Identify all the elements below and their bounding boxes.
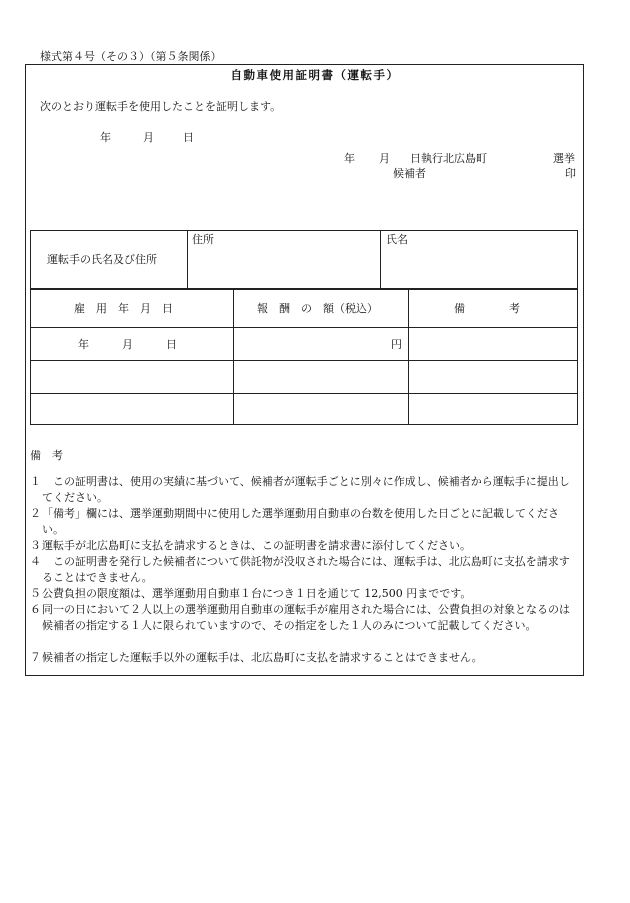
candidate-label: 候補者 [393,167,426,180]
certificate-date [100,132,194,143]
note-number: ３ [30,539,41,552]
election-year: 年 [344,152,355,165]
note-text: 運転手が北広島町に支払を請求するときは、この証明書を請求書に添付してください。 [42,539,471,552]
note-item [30,474,580,506]
driver-row-label: 運転手の氏名及び住所 [47,253,157,266]
note-number: １ [30,475,41,488]
header-remarks: 備 考 [454,302,520,315]
note-text: 公費負担の限度額は、選挙運動用自動車１台につき１日を通じて 12,500 円までです。 [42,587,472,600]
header-remuneration: 報 酬 の 額（税込） [257,302,378,315]
election-date-place: 日執行北広島町 [410,152,487,165]
note-text: この証明書は、使用の実績に基づいて、候補者が運転手ごとに別々に作成し、候補者から運転手に提出してください。 [42,475,570,504]
date-year: 年 [100,131,111,144]
note-number: ６ [30,603,41,616]
note-text: 同一の日において２人以上の選挙運動用自動車の運転手が雇用された場合には、公費負担の対象となるのは候補者の指定する１人に限られていますので、その指定をした１人のみについて記載してください。 [42,603,570,632]
note-text: この証明書を発行した候補者について供託物が没収された場合には、運転手は、北広島町に支払を請求することはできません。 [42,555,570,584]
note-item [30,506,580,538]
election-suffix: 選挙 [553,152,575,165]
election-month: 月 [379,152,390,165]
note-item [30,602,580,634]
note-text: 候補者の指定した運転手以外の運転手は、北広島町に支払を請求することはできません。 [42,651,483,664]
note-text: 「備考」欄には、選挙運動期間中に使用した選挙運動用自動車の台数を使用した日ごとに記載してください。 [42,507,559,536]
date-day: 日 [183,131,194,144]
note-item [30,586,580,602]
name-label: 氏名 [386,233,408,246]
header-employment-date: 雇 用 年 月 日 [74,302,173,315]
row1-employment-date: 年 月 日 [78,338,177,351]
address-label: 住所 [192,233,214,246]
note-number: ２ [30,507,41,520]
seal-mark: 印 [565,167,576,180]
note-number: ７ [30,651,41,664]
form-number: 様式第４号（その３）（第５条関係） [40,50,222,63]
election-line [344,153,487,164]
note-item [30,650,580,666]
note-item [30,554,580,586]
notes-title: 備 考 [30,449,63,462]
page-title: 自動車使用証明書（運転手） [230,68,400,82]
note-number: ５ [30,587,41,600]
date-month: 月 [143,131,154,144]
certificate-intro: 次のとおり運転手を使用したことを証明します。 [40,100,282,113]
row1-amount-unit: 円 [391,338,402,351]
note-number: ４ [30,555,41,568]
note-item [30,538,580,554]
